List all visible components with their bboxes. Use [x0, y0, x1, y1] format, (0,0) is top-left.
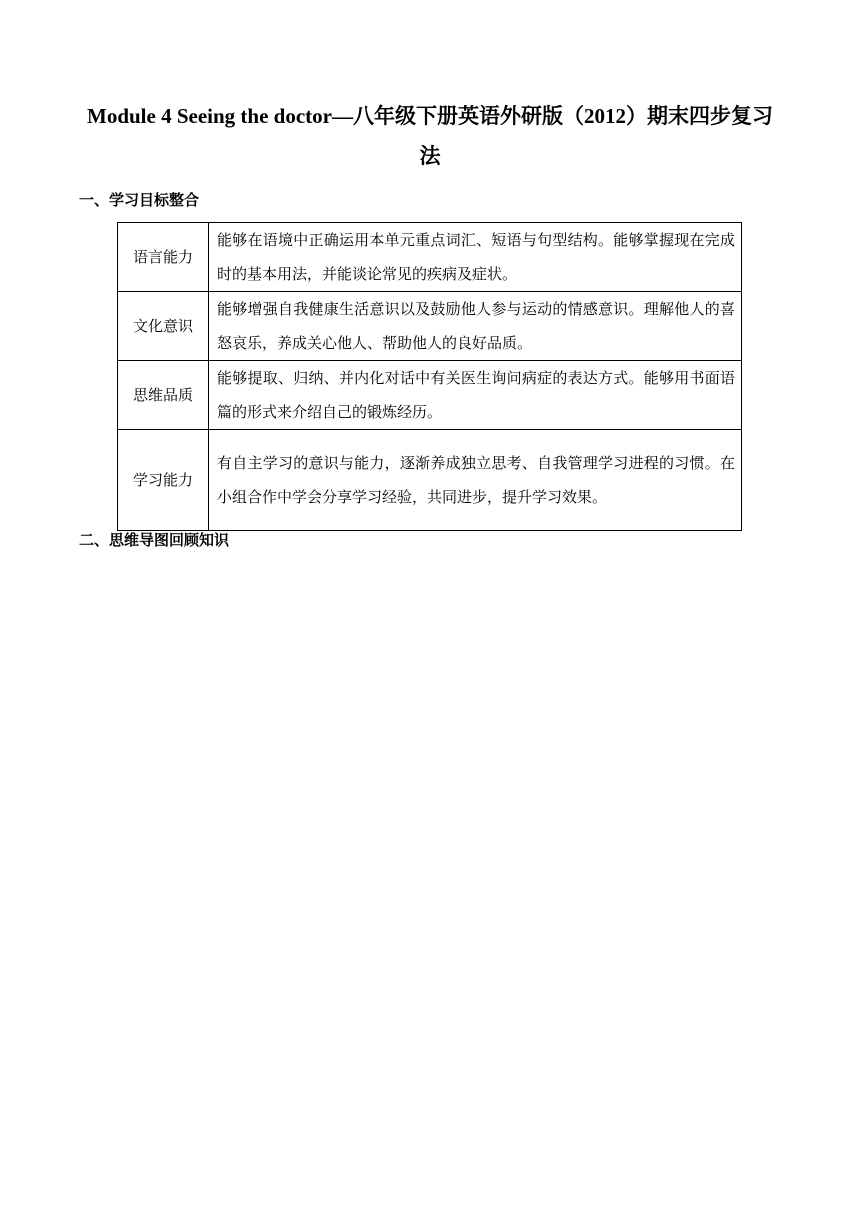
document-title: Module 4 Seeing the doctor—八年级下册英语外研版（2012）期末四步复习法: [87, 104, 773, 168]
table-row: [118, 292, 742, 361]
goal-description-cell: 能够提取、归纳、并内化对话中有关医生询问病症的表达方式。能够用书面语篇的形式来介绍自己的锻炼经历。: [209, 361, 742, 430]
learning-goals-table: [117, 222, 742, 531]
table-row: [118, 223, 742, 292]
section-heading-learning-goals: 一、学习目标整合: [79, 191, 200, 209]
goal-category-cell: 文化意识: [118, 292, 209, 361]
table-row: [118, 361, 742, 430]
goal-description-cell: 有自主学习的意识与能力，逐渐养成独立思考、自我管理学习进程的习惯。在小组合作中学会分享学习经验，共同进步，提升学习效果。: [209, 430, 742, 531]
goal-category-cell: 语言能力: [118, 223, 209, 292]
goal-description-cell: 能够在语境中正确运用本单元重点词汇、短语与句型结构。能够掌握现在完成时的基本用法，并能谈论常见的疾病及症状。: [209, 223, 742, 292]
table-row: [118, 430, 742, 531]
goal-category-cell: 学习能力: [118, 430, 209, 531]
goal-category-cell: 思维品质: [118, 361, 209, 430]
section-heading-mind-map: 二、思维导图回顾知识: [79, 531, 230, 549]
goal-description-cell: 能够增强自我健康生活意识以及鼓励他人参与运动的情感意识。理解他人的喜怒哀乐，养成关心他人、帮助他人的良好品质。: [209, 292, 742, 361]
